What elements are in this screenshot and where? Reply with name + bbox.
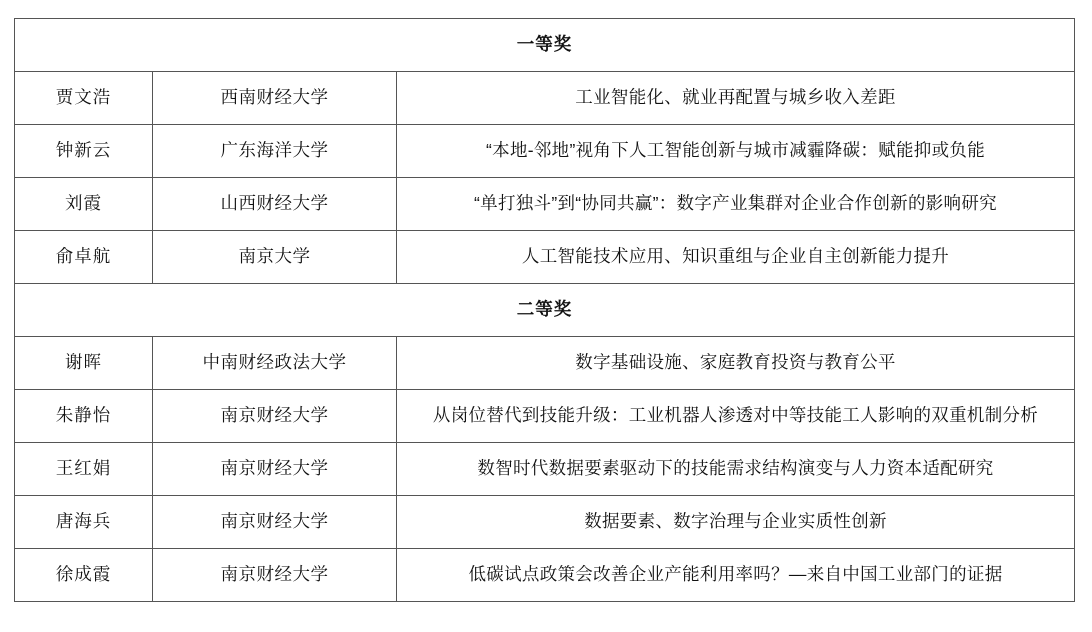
- cell-org: 南京大学: [153, 231, 397, 284]
- cell-name: 贾文浩: [15, 72, 153, 125]
- cell-name: 钟新云: [15, 125, 153, 178]
- table-row: [15, 125, 1075, 178]
- table-row: [15, 231, 1075, 284]
- section-heading: 二等奖: [15, 284, 1075, 337]
- cell-org: 广东海洋大学: [153, 125, 397, 178]
- cell-title: 从岗位替代到技能升级：工业机器人渗透对中等技能工人影响的双重机制分析: [397, 390, 1075, 443]
- cell-org: 中南财经政法大学: [153, 337, 397, 390]
- cell-name: 朱静怡: [15, 390, 153, 443]
- section-heading: 一等奖: [15, 19, 1075, 72]
- table-row: [15, 72, 1075, 125]
- cell-org: 西南财经大学: [153, 72, 397, 125]
- cell-title: 人工智能技术应用、知识重组与企业自主创新能力提升: [397, 231, 1075, 284]
- cell-title: 数智时代数据要素驱动下的技能需求结构演变与人力资本适配研究: [397, 443, 1075, 496]
- table-row: [15, 496, 1075, 549]
- cell-name: 徐成霞: [15, 549, 153, 602]
- cell-name: 唐海兵: [15, 496, 153, 549]
- cell-title: “单打独斗”到“协同共赢”：数字产业集群对企业合作创新的影响研究: [397, 178, 1075, 231]
- section-heading-row: [15, 284, 1075, 337]
- cell-title: 低碳试点政策会改善企业产能利用率吗？—来自中国工业部门的证据: [397, 549, 1075, 602]
- award-list-table: [14, 18, 1075, 602]
- section-heading-row: [15, 19, 1075, 72]
- cell-org: 南京财经大学: [153, 443, 397, 496]
- cell-name: 谢晖: [15, 337, 153, 390]
- cell-title: “本地-邻地”视角下人工智能创新与城市减霾降碳：赋能抑或负能: [397, 125, 1075, 178]
- cell-org: 山西财经大学: [153, 178, 397, 231]
- table-row: [15, 443, 1075, 496]
- cell-title: 工业智能化、就业再配置与城乡收入差距: [397, 72, 1075, 125]
- document-page: [0, 18, 1092, 632]
- cell-name: 俞卓航: [15, 231, 153, 284]
- cell-name: 刘霞: [15, 178, 153, 231]
- cell-org: 南京财经大学: [153, 496, 397, 549]
- cell-name: 王红娟: [15, 443, 153, 496]
- cell-org: 南京财经大学: [153, 390, 397, 443]
- cell-title: 数据要素、数字治理与企业实质性创新: [397, 496, 1075, 549]
- table-row: [15, 390, 1075, 443]
- table-row: [15, 178, 1075, 231]
- table-row: [15, 549, 1075, 602]
- table-row: [15, 337, 1075, 390]
- cell-title: 数字基础设施、家庭教育投资与教育公平: [397, 337, 1075, 390]
- cell-org: 南京财经大学: [153, 549, 397, 602]
